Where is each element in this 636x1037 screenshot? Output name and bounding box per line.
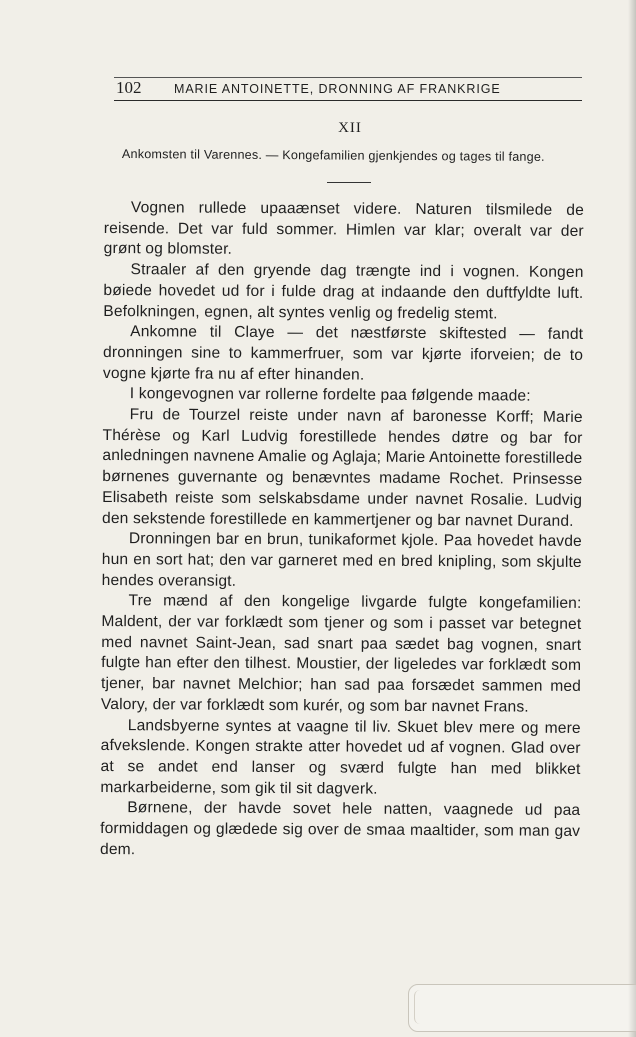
page-number: 102 bbox=[116, 78, 142, 97]
paragraph: Fru de Tourzel reiste under navn af baronesse Korff; Marie Thérèse og Karl Ludvig forestillede hendes døtre og bar for anledningen navnene Amalie og Aglaja; Marie Antoinette forestillede børnenes guvernante og benævntes madame Rochet. Prinsesse Elisabeth reiste som selskabsdame under navnet Rosalie. Ludvig den sekstende forestillede en kammertjener og bar navnet Durand. bbox=[101, 406, 583, 530]
paragraph: Landsbyerne syntes at vaagne til liv. Skuet blev mere og mere afvekslende. Kongen strakte atter hovedet ud af vognen. Glad over at se andet end lanser og sværd fulgte han med blikket markarbeiderne, som gik til sit dagverk. bbox=[100, 716, 581, 798]
paragraph: Dronningen bar en brun, tunikaformet kjole. Paa hovedet havde hun en sort hat; den var garneret med en bred knipling, som skjulte hendes overansigt. bbox=[101, 530, 582, 590]
paragraph: Straaler af den gryende dag trængte ind i vognen. Kongen bøiede hovedet ud for i fulde drag at indaande den duftfyldte luft. Befolkningen, egnen, alt syntes venlig og fredelig stemt. bbox=[103, 261, 584, 322]
running-title: MARIE ANTOINETTE, DRONNING AF FRANKRIGE bbox=[174, 82, 501, 96]
chapter-summary: Ankomsten til Varennes. — Kongefamilien gjenkjendes og tages til fange. bbox=[121, 147, 545, 164]
paragraph: Ankomne til Claye — det næstførste skiftested — fandt dronningen sine to kammerfruer, som var kjørte iforveien; de to vogne kjørte fra nu af efter hinanden. bbox=[102, 323, 584, 384]
paragraph: Børnene, der havde sovet hele natten, vaagnede ud paa formiddagen og glædede sig over de smaa maaltider, som man gav dem. bbox=[99, 799, 581, 859]
body-text bbox=[100, 198, 584, 863]
paragraph: Vognen rullede upaaænset videre. Naturen tilsmilede de reisende. Det var fuld sommer. Himlen var klar; overalt var der grønt og blomster. bbox=[103, 199, 584, 259]
chapter-divider bbox=[327, 182, 371, 183]
page-corner-tab-inner bbox=[414, 990, 636, 1024]
running-header bbox=[114, 78, 582, 101]
page-edge-shadow bbox=[628, 0, 636, 1037]
paragraph: Tre mænd af den kongelige livgarde fulgte kongefamilien: Maldent, der var forklædt som tjener og som i passet var betegnet med navnet Saint-Jean, sad snart paa sædet bag vognen, snart fulgte han efter den tilhest. Moustier, der ligeledes var forklædt som tjener, bar navnet Melchior; han sad paa forsædet sammen med Valory, der var forklædt som kurér, og som bar navnet Frans. bbox=[100, 592, 582, 716]
chapter-number: XII bbox=[338, 120, 362, 136]
paragraph: I kongevognen var rollerne fordelte paa følgende maade: bbox=[129, 385, 531, 405]
